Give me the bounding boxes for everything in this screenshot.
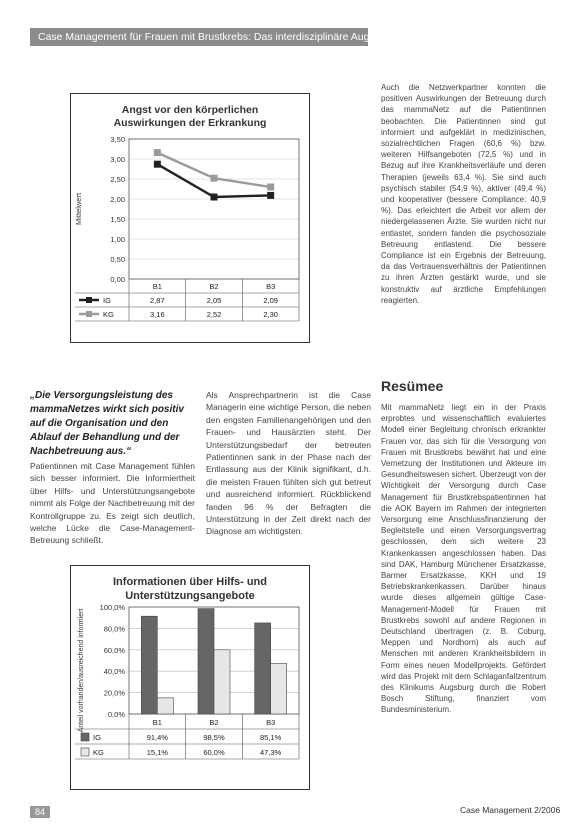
y-tick-label: 2,00 xyxy=(110,195,125,204)
legend-swatch-kg xyxy=(81,748,89,756)
x-category-label: B1 xyxy=(152,282,162,291)
figure-information-chart xyxy=(70,565,310,790)
bar-kg xyxy=(214,650,230,714)
data-label: 2,30 xyxy=(263,310,278,319)
bar-ig xyxy=(255,623,271,714)
running-header: Case Management für Frauen mit Brustkrebs: Das interdisziplinäre Augsburger Modell xyxy=(30,28,368,46)
legend-swatch-ig xyxy=(81,733,89,741)
line-chart xyxy=(71,127,309,342)
y-tick-label: 20,0% xyxy=(103,688,125,698)
figure-anxiety-chart xyxy=(70,93,310,343)
y-tick-label: 80,0% xyxy=(103,624,125,634)
x-category-label: B2 xyxy=(209,282,219,291)
y-tick-label: 0,00 xyxy=(110,275,125,284)
y-tick-label: 3,50 xyxy=(110,135,125,144)
data-label: 2,87 xyxy=(150,296,165,305)
y-axis-label: Mittelwert xyxy=(74,192,83,226)
data-label: 2,52 xyxy=(206,310,222,319)
data-point-ig xyxy=(154,161,161,168)
data-label: 47,3% xyxy=(260,748,282,757)
body-text-right-bottom: Mit mammaNetz liegt ein in der Praxis erprobtes und wissenschaftlich evaluiertes Modell einer Begleitung chronisch erkrankter Frauen vor, das sich für die Versorgung von Frauen mit Brustkrebs bewährt hat und eine Vernetzung der Institutionen und Akteure im Gesundheitswesen sichert. Überzeugt von der Wichtigkeit der Versorgung durch Case Management für Brustkrebspatientinnen hat die AOK Bayern im Rahmen der integrierten Versorgung eine Anschlussfinanzierung der Begleitstelle und einen Versorgungsvertrag geschlossen, dem sich weitere 23 Krankenkassen angeschlossen haben. Das sind DAK, Hamburg Münchener Ersatzkasse, Barmer Ersatzkasse, KKH und 19 Betriebskrankenkassen. Darüber hinaus wurde dieses allgemein gültige Case-Management-Modell für Frauen mit Brustkrebs sowohl auf andere Regionen in Deutschland übertragen (z. B. Coburg, Meppen und Nordhorn) als auch auf Menschen mit anderen Krankheitsbildern in Form eines neuen Modellprojekts. Gefördert wird das Projekt mit dem Schlaganfallzentrum des Klinikums Augsburg durch die Robert Bosch Stiftung, finanziert vom Bundesministerium. xyxy=(381,403,546,715)
y-tick-label: 0,0% xyxy=(107,710,125,719)
bar-ig xyxy=(198,609,214,714)
legend-label: IG xyxy=(103,296,111,305)
bar-ig xyxy=(141,616,157,714)
bar-kg xyxy=(157,698,173,714)
pull-quote: „Die Versorgungsleistung des mammaNetzes wirkt sich positiv auf die Organisation und den Ablauf der Behandlung und der Nachbetreuung aus.“ xyxy=(30,390,184,457)
y-tick-label: 60,0% xyxy=(103,645,125,655)
y-tick-label: 3,00 xyxy=(110,155,125,164)
y-tick-label: 0,50 xyxy=(110,255,125,264)
page-number: 84 xyxy=(30,806,50,818)
chart-title: Angst vor den körperlichen Auswirkungen der Erkrankung xyxy=(113,104,267,130)
data-point-ig xyxy=(267,192,274,199)
data-label: 15,1% xyxy=(146,748,168,757)
data-label: 2,05 xyxy=(206,296,222,305)
journal-footer: Case Management 2/2006 xyxy=(460,805,561,815)
data-point-ig xyxy=(211,194,218,201)
y-tick-label: 1,00 xyxy=(110,235,125,244)
bar-chart xyxy=(71,599,309,789)
legend-marker-ig xyxy=(86,297,92,303)
data-point-kg xyxy=(267,184,274,191)
legend-label: KG xyxy=(103,310,114,319)
y-tick-label: 1,50 xyxy=(110,215,125,224)
data-label: 60,0% xyxy=(203,748,225,757)
data-label: 2,09 xyxy=(263,296,278,305)
x-category-label: B3 xyxy=(266,718,276,727)
body-text-right-top: Auch die Netzwerkpartner konnten die positiven Auswirkungen der Betreuung durch das mammaNetz auf die Patientinnen beobachten. Die Patientinnen sind gut informiert und aufgeklärt in medizinischen, sozialrechtlichen Fragen (60,6 %) bzw. weiteren Hilfsangeboten (72,5 %) und in Bezug auf ihre Krankheitsverläufe und deren Therapien (jeweils 63,4 %). Sie sind auch psychisch stabiler (54,9 %), aktiver (49,4 %) und kooperativer (bessere Compliance: 40,9 %). Das erleichtert die Arbeit vor allem der niedergelassenen Ärzte. Sie wurden nicht nur entlastet, sondern fanden die psychosoziale Betreuung entlastend. Die bessere Compliance ist ein Ergebnis der Betreuung, da das Vertrauensverhältnis der Patientinnen zu ihren Ärzten gestärkt wurde, und sie konstruktiv auf ärztliche Empfehlungen reagierten. xyxy=(381,83,546,305)
data-label: 91,4% xyxy=(146,733,168,742)
plot-frame xyxy=(129,139,299,279)
chart-title: Informationen über Hilfs- und Unterstützungsangebote xyxy=(113,576,267,602)
legend-label: KG xyxy=(93,748,104,757)
data-label: 85,1% xyxy=(260,733,282,742)
series-line-kg xyxy=(157,153,270,187)
x-category-label: B1 xyxy=(152,718,162,727)
y-tick-label: 40,0% xyxy=(103,667,125,677)
body-text-middle: Als Ansprechpartnerin ist die Case Managerin eine wichtige Person, die neben den engsten Familienangehörigen und den Frauen- und Hausärzten steht. Der Unterstützungsbedarf der betreuten Patientinnen sank in der Phase nach der Entlassung aus der Klinik signifikant, d.h. die meisten Frauen fühlten sich gut betreut und ausreichend informiert. Rückblickend fanden 96 % der Befragten die Unterstützung in der Zeit direkt nach der Diagnose am wichtigsten. xyxy=(206,390,371,537)
section-heading: Resümee xyxy=(381,378,444,394)
data-label: 98,5% xyxy=(203,733,225,742)
x-category-label: B2 xyxy=(209,718,219,727)
y-tick-label: 2,50 xyxy=(110,175,125,184)
legend-marker-kg xyxy=(86,311,92,317)
y-tick-label: 100,0% xyxy=(99,603,125,612)
body-text-left: Patientinnen mit Case Management fühlen sich besser informiert. Die Informiertheit über Hilfs- und Unterstützungsangebote nimmt als Folge der Nachbetreuung mit der Kontrollgruppe zu. Es zeigt sich deutlich, welche Lücke die Case-Management-Betreuung schließt. xyxy=(30,461,195,546)
y-axis-label: Anteil vorhanden/ausreichend informiert xyxy=(78,608,85,733)
data-point-kg xyxy=(154,149,161,156)
bar-kg xyxy=(271,663,287,714)
data-point-kg xyxy=(211,175,218,182)
x-category-label: B3 xyxy=(266,282,276,291)
legend-label: IG xyxy=(93,733,101,742)
data-label: 3,16 xyxy=(150,310,165,319)
